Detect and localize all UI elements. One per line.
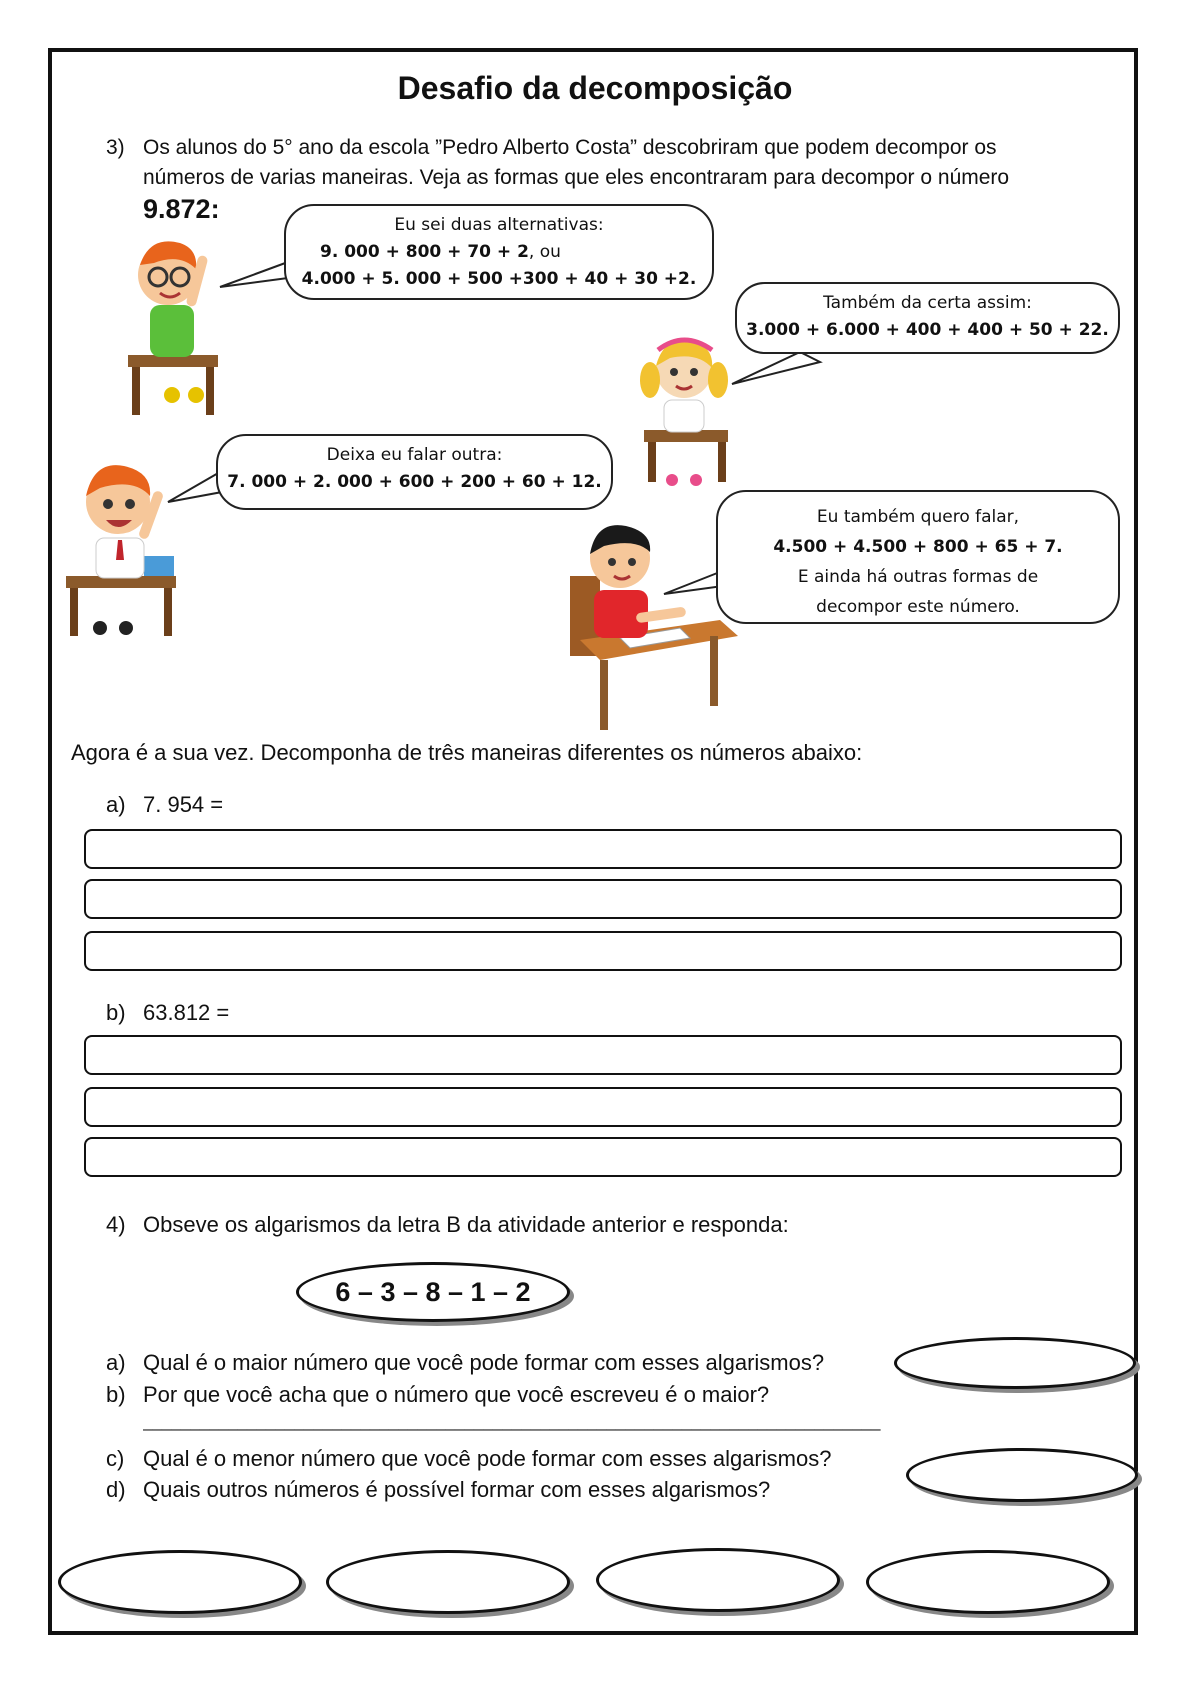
bubble-4-line3: E ainda há outras formas de	[797, 567, 1039, 587]
q4-number: 4)	[106, 1212, 126, 1237]
answer-line-b[interactable]: ______________________________________________________________________________	[143, 1412, 881, 1431]
bubble-1-line2-bold: 9. 000 + 800 + 70 + 2	[320, 242, 529, 262]
speech-bubble-4	[716, 490, 1120, 624]
answer-box-a1[interactable]	[84, 829, 1122, 869]
speech-bubble-3	[216, 434, 613, 510]
bubble-4-line4: decompor este número.	[816, 597, 1020, 617]
kid-boy-writing-icon	[560, 520, 740, 740]
page-title: Desafio da decomposição	[397, 70, 793, 106]
q4-item-d-text: Quais outros números é possível formar com esses algarismos?	[143, 1477, 771, 1502]
kid-boy-glasses-icon	[110, 225, 230, 415]
answer-box-b3[interactable]	[84, 1137, 1122, 1177]
kid-boy-raising-hand-icon	[60, 460, 190, 640]
answer-box-b1[interactable]	[84, 1035, 1122, 1075]
q4-item-c-label: c)	[106, 1446, 125, 1471]
answer-box-a3[interactable]	[84, 931, 1122, 971]
q3-text-line2: números de varias maneiras. Veja as formas que eles encontraram para decompor o número	[143, 166, 1010, 189]
bubble-2-line2: 3.000 + 6.000 + 400 + 400 + 50 + 22.	[746, 320, 1109, 340]
kid-girl-icon	[620, 330, 740, 490]
bubble-4-line2: 4.500 + 4.500 + 800 + 65 + 7.	[773, 537, 1063, 557]
bubble-1-line2	[286, 239, 712, 266]
bubble-1-line1: Eu sei duas alternativas:	[394, 215, 604, 235]
q4-text: Obseve os algarismos da letra B da atividade anterior e responda:	[143, 1212, 789, 1237]
task-b-number: 63.812 =	[143, 1000, 230, 1025]
answer-oval-other-3[interactable]	[596, 1548, 840, 1612]
q4-item-b-label: b)	[106, 1382, 126, 1407]
bubble-2-line1: Também da certa assim:	[823, 293, 1032, 313]
task-a-label: a)	[106, 792, 126, 817]
digits-oval	[296, 1262, 570, 1322]
speech-bubble-1	[284, 204, 714, 300]
q3-number: 3)	[106, 136, 125, 159]
bubble-1-line3: 4.000 + 5. 000 + 500 +300 + 40 + 30 +2.	[301, 269, 697, 289]
bubble-3-line1: Deixa eu falar outra:	[326, 445, 503, 465]
task-instruction: Agora é a sua vez. Decomponha de três maneiras diferentes os números abaixo:	[71, 740, 863, 765]
bubble-1-line2-rest: , ou	[528, 242, 561, 262]
q3-text-line1: Os alunos do 5° ano da escola ”Pedro Alberto Costa” descobriram que podem decompor os	[143, 136, 997, 159]
task-a-number: 7. 954 =	[143, 792, 224, 817]
speech-bubble-2	[735, 282, 1120, 354]
answer-oval-largest[interactable]	[894, 1337, 1136, 1389]
answer-oval-other-2[interactable]	[326, 1550, 570, 1614]
q4-item-a-label: a)	[106, 1350, 126, 1375]
answer-box-a2[interactable]	[84, 879, 1122, 919]
answer-oval-smallest[interactable]	[906, 1448, 1138, 1502]
q4-item-c-text: Qual é o menor número que você pode formar com esses algarismos?	[143, 1446, 832, 1471]
answer-oval-other-1[interactable]	[58, 1550, 302, 1614]
task-b-label: b)	[106, 1000, 126, 1025]
q3-target-number: 9.872:	[143, 194, 220, 224]
bubble-3-line2: 7. 000 + 2. 000 + 600 + 200 + 60 + 12.	[227, 472, 602, 492]
q4-item-a-text: Qual é o maior número que você pode formar com esses algarismos?	[143, 1350, 825, 1375]
q4-item-d-label: d)	[106, 1477, 126, 1502]
digits-text: 6 – 3 – 8 – 1 – 2	[335, 1276, 531, 1307]
bubble-4-line1: Eu também quero falar,	[816, 507, 1020, 527]
q4-item-b-text: Por que você acha que o número que você escreveu é o maior?	[143, 1382, 770, 1407]
answer-oval-other-4[interactable]	[866, 1550, 1110, 1614]
answer-box-b2[interactable]	[84, 1087, 1122, 1127]
